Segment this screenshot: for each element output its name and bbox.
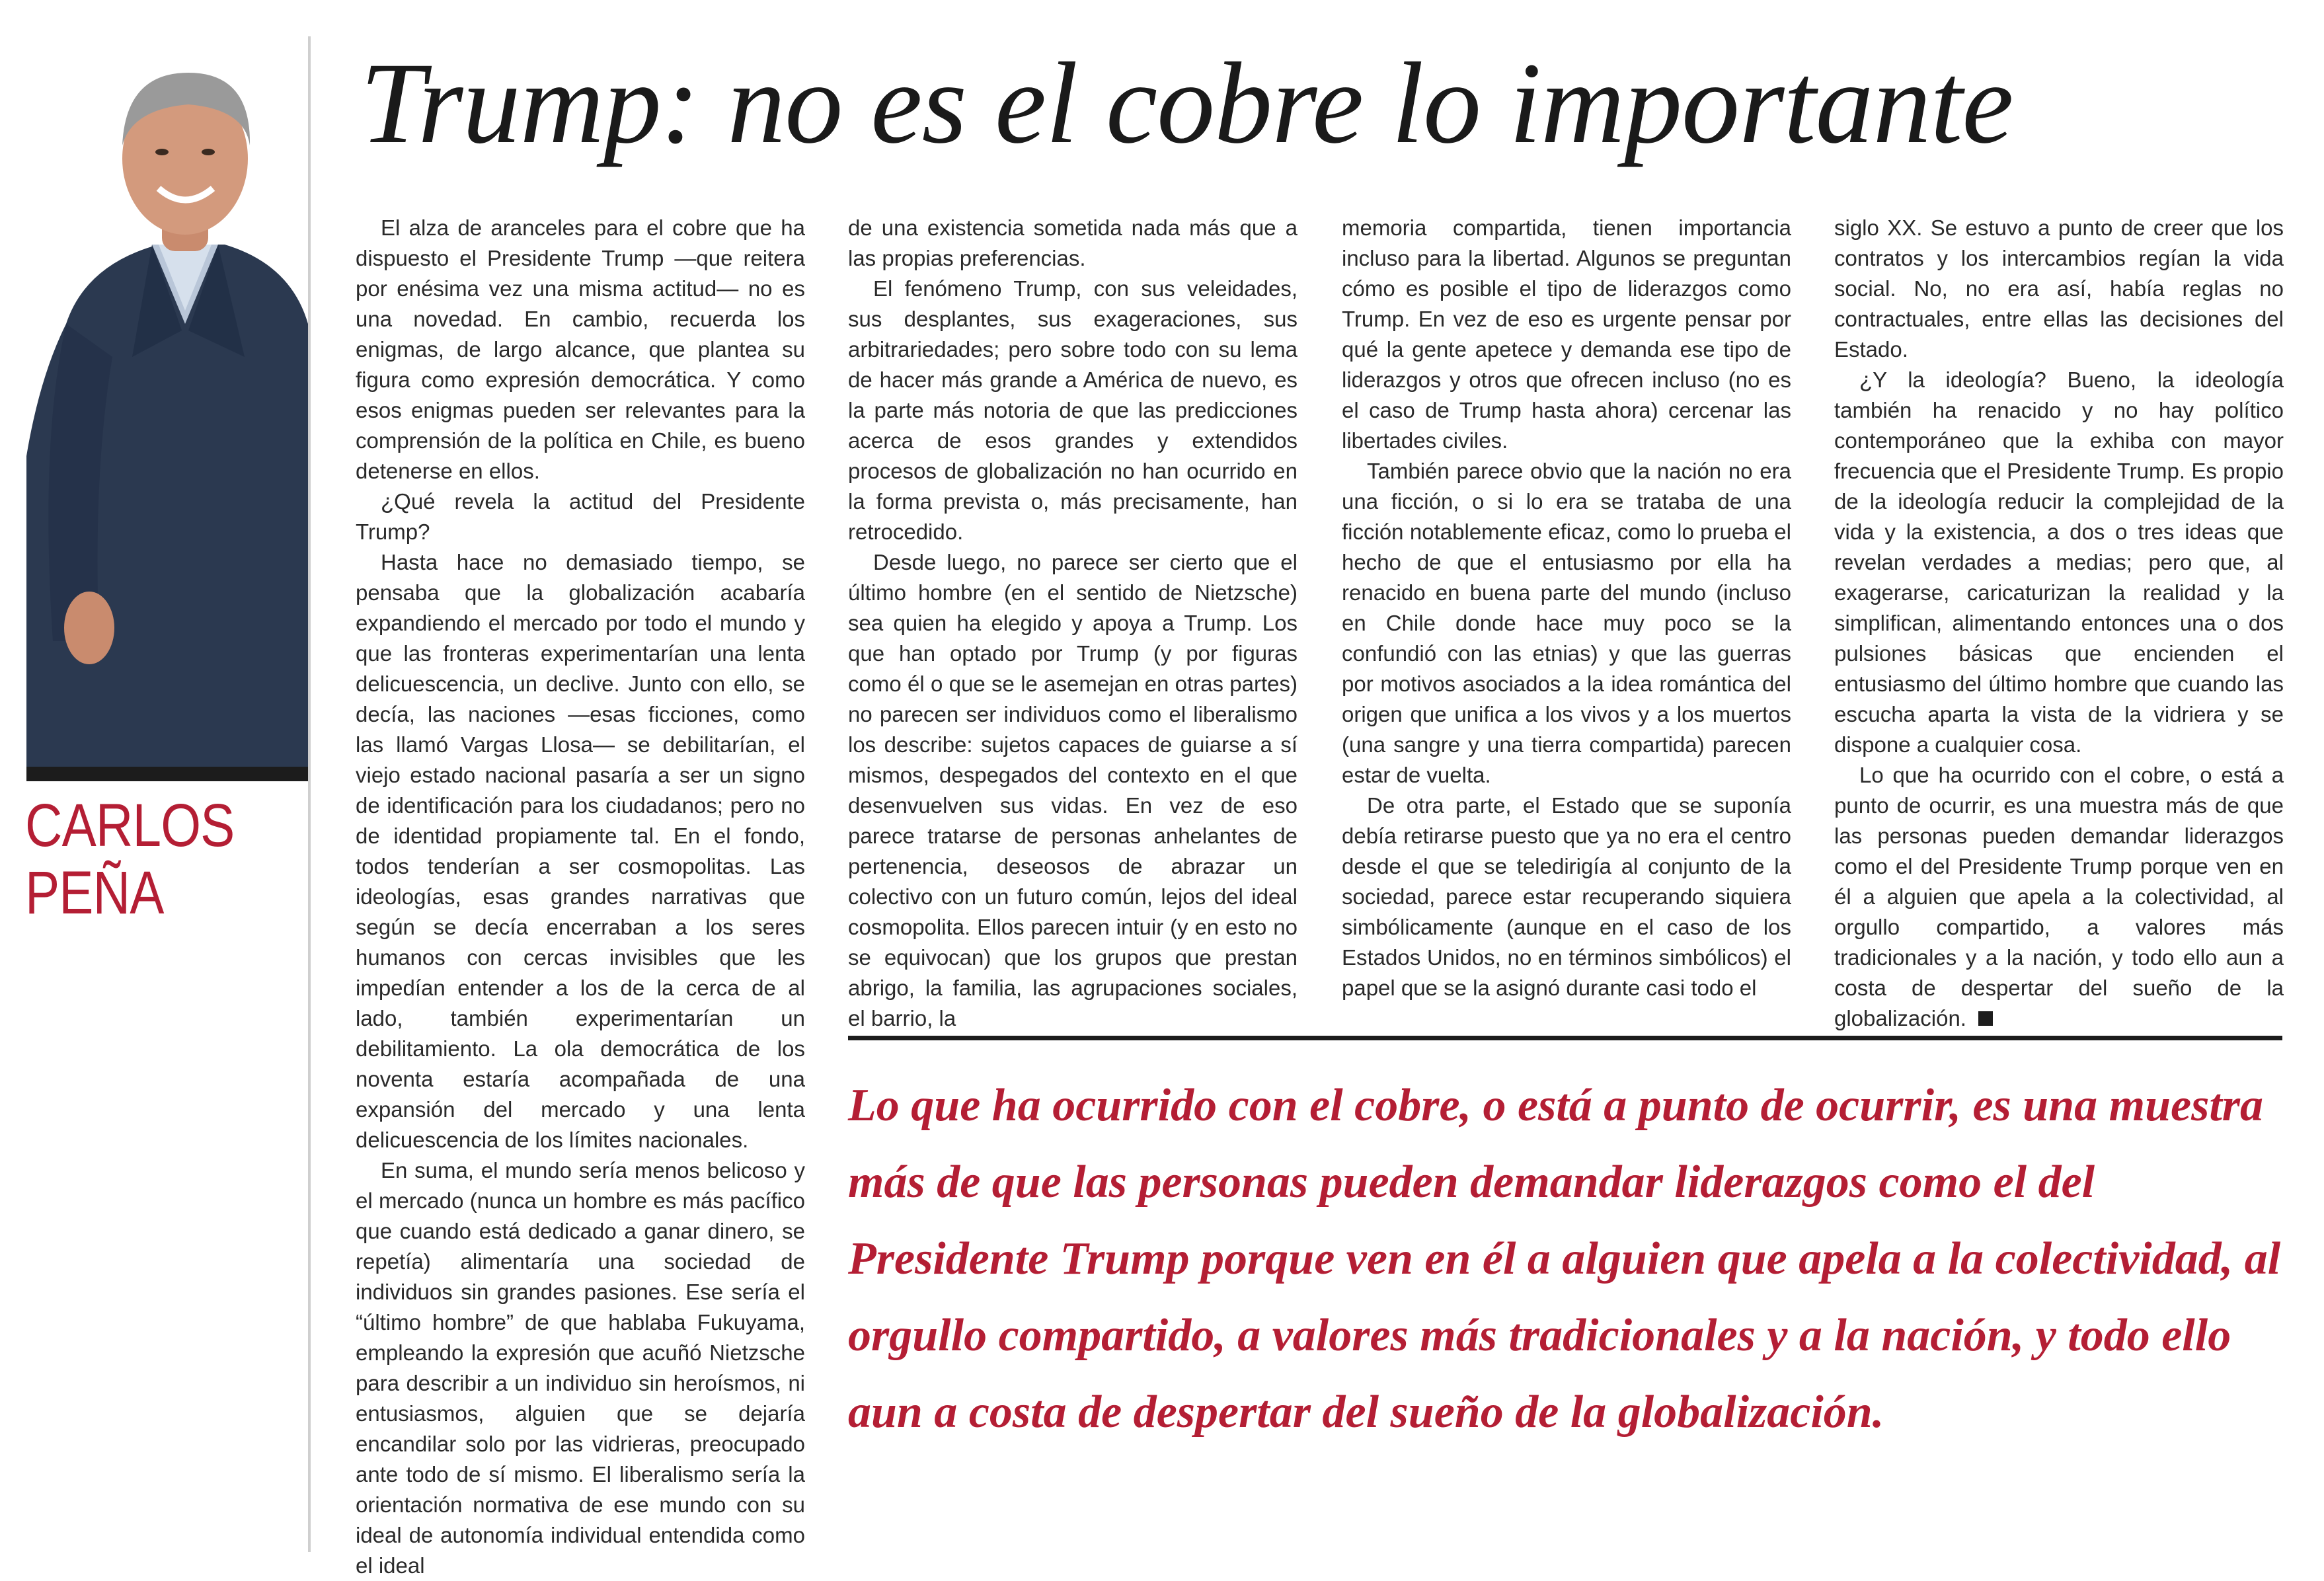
paragraph: memoria compartida, tienen importancia incluso para la libertad. Algunos se preguntan cómo es posible el tipo de liderazgos como Trump. En vez de eso es urgente pensar por qué la gente apetece y demanda ese tipo de liderazgos y otros que ofrecen incluso (no es el caso de Trump hasta ahora) cercenar las libertades civiles. <box>1342 215 1791 453</box>
paragraph: El fenómeno Trump, con sus veleidades, sus desplantes, sus exageraciones, sus arbitrariedades; pero sobre todo con su lema de hacer más grande a América de nuevo, es la parte más notoria de que las predicciones acerca de esos grandes y extendidos procesos de globalización no han ocurrido en la forma prevista o, más precisamente, han retrocedido. <box>848 276 1298 544</box>
paragraph: Hasta hace no demasiado tiempo, se pensaba que la globalización acabaría expandiendo el mercado por todo el mundo y que las fronteras experimentarían una lenta delicuescencia, un declive. Junto con ello, se decía, las naciones —esas ficciones, como las llamó Vargas Llosa— se debilitarían, el viejo estado nacional pasaría a ser un signo de identificación para los ciudadanos; pero no de identidad propiamente tal. En el fondo, todos tenderían a ser cosmopolitas. Las ideologías, esas grandes narrativas que según se decía encerraban a los seres humanos con cercas invisibles que les impedían entender a los de la cerca de al lado, también experimentarían un debilitamiento. La ola democrática de los noventa estaría acompañada de una expansión del mercado y una lenta delicuescencia de los límites nacionales. <box>356 550 805 1152</box>
author-sidebar <box>0 0 311 1552</box>
paragraph: En suma, el mundo sería menos belicoso y el mercado (nunca un hombre es más pacífico que cuando está dedicado a ganar dinero, se repetía) alimentaría una sociedad de individuos sin grandes pasiones. Ese sería el “último hombre” de que hablaba Fukuyama, empleando la expresión que acuñó Nietzsche para describir a un individuo sin heroísmos, ni entusiasmos, alguien que se dejaría encandilar solo por las vidrieras, preocupado ante todo de sí mismo. El liberalismo sería la orientación normativa de ese mundo con su ideal de autonomía individual entendida como el ideal <box>356 1158 805 1578</box>
portrait-illustration <box>26 46 308 767</box>
author-last-name: PEÑA <box>25 859 164 927</box>
paragraph: Desde luego, no parece ser cierto que el último hombre (en el sentido de Nietzsche) sea quien ha elegido y apoya a Trump. Los que han optado por Trump (y por figuras como él o que se le asemejan en otras partes) no parecen ser individuos como el liberalismo los describe: sujetos capaces de guiarse a sí mismos, despegados del contexto en el que desenvuelven sus vidas. En vez de eso parece tratarse de personas anhelantes de pertenencia, deseosos de abrazar un colectivo con un futuro común, lejos del ideal cosmopolita. Ellos parecen intuir (y en esto no se equivocan) que los grupos que prestan abrigo, la familia, las agrupaciones sociales, el barrio, la <box>848 550 1298 1030</box>
pullquote-rule <box>848 1036 2282 1040</box>
author-name <box>25 792 261 927</box>
column-divider <box>308 36 311 1552</box>
author-portrait <box>26 46 308 767</box>
article-column-1 <box>356 213 805 1581</box>
paragraph <box>1834 760 2284 1034</box>
paragraph: También parece obvio que la nación no era una ficción, o si lo era se trataba de una ficción notablemente eficaz, como lo prueba el hecho de que el entusiasmo por ella ha renacido en buena parte del mundo (incluso en Chile donde hace muy poco se la confundió con las etnias) y que las guerras por motivos asociados a la idea romántica del origen que unifica a los vivos y a los muertos (una sangre y una tierra compartida) parecen estar de vuelta. <box>1342 459 1791 787</box>
paragraph-text: Lo que ha ocurrido con el cobre, o está a punto de ocurrir, es una muestra más de que las personas pueden demandar liderazgos como el del Presidente Trump porque ven en él a alguien que apela a la colectividad, al orgullo compartido, a valores más tradicionales y a la nación, y todo ello aun a costa de despertar del sueño de la globalización. <box>1834 763 2284 1030</box>
article-column-4 <box>1834 213 2284 1034</box>
paragraph: de una existencia sometida nada más que a las propias preferencias. <box>848 215 1298 270</box>
paragraph: siglo XX. Se estuvo a punto de creer que los contratos y los intercambios regían la vida social. No, no era así, había reglas no contractuales, entre ellas las decisiones del Estado. <box>1834 215 2284 362</box>
author-first-name: CARLOS <box>25 792 235 859</box>
pullquote: Lo que ha ocurrido con el cobre, o está a punto de ocurrir, es una muestra más de que las personas pueden demandar liderazgos como el del Presidente Trump porque ven en él a alguien que apela a la colectividad, al orgullo compartido, a valores más tradicionales y a la nación, y todo ello aun a costa de despertar del sueño de la globalización. <box>848 1080 2281 1438</box>
paragraph: El alza de aranceles para el cobre que ha dispuesto el Presidente Trump —que reitera por enésima vez una misma actitud— no es una novedad. En cambio, recuerda los enigmas, de largo alcance, que plantea su figura como expresión democrática. Y como esos enigmas pueden ser relevantes para la comprensión de la política en Chile, es bueno detenerse en ellos. <box>356 215 805 483</box>
article-column-2 <box>848 213 1298 1034</box>
headline: Trump: no es el cobre lo importante <box>360 39 2013 168</box>
article-column-3 <box>1342 213 1791 1003</box>
paragraph: ¿Qué revela la actitud del Presidente Trump? <box>356 489 805 544</box>
paragraph: ¿Y la ideología? Bueno, la ideología también ha renacido y no hay político contemporáneo que la exhiba con mayor frecuencia que el Presidente Trump. Es propio de la ideología reducir la complejidad de la vida y la existencia, a dos o tres ideas que revelan verdades a medias; pero que, al exagerarse, caricaturizan la realidad y la simplifican, alimentando entonces una o dos pulsiones básicas que encienden el entusiasmo del último hombre que cuando las escucha aparta la vista de la vidriera y se dispone a cualquier cosa. <box>1834 367 2284 757</box>
portrait-bar <box>26 767 308 781</box>
paragraph: De otra parte, el Estado que se suponía debía retirarse puesto que ya no era el centro desde el que se teledirigía al conjunto de la sociedad, parece estar recuperando siquiera simbólicamente (aunque en el caso de los Estados Unidos, no en términos simbólicos) el papel que se la asignó durante casi todo el <box>1342 793 1791 1000</box>
end-of-article-icon <box>1978 1011 1993 1026</box>
